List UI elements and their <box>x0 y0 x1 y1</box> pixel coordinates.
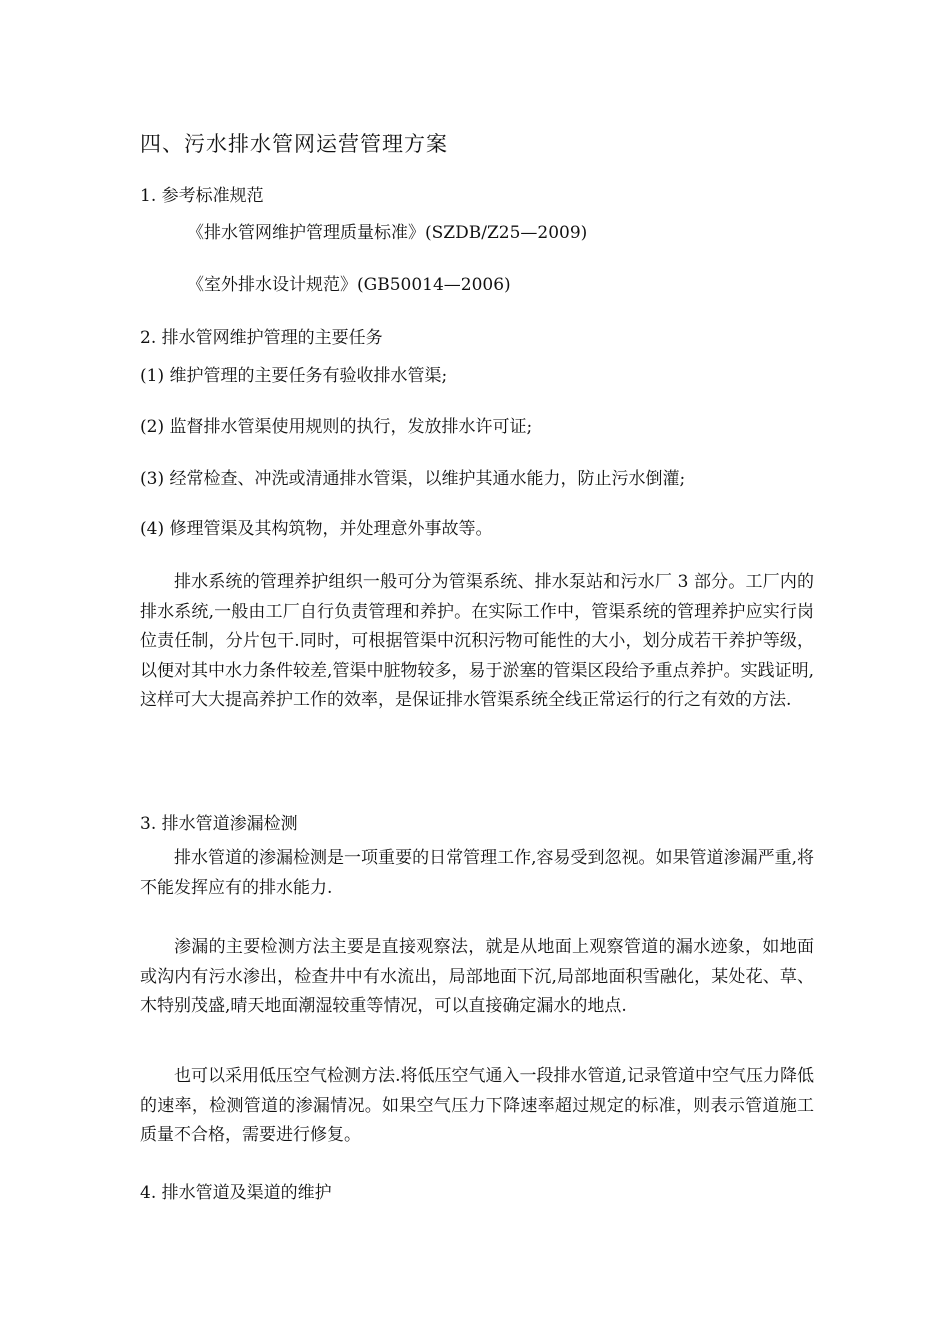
section-2-heading: 2. 排水管网维护管理的主要任务 <box>140 328 383 348</box>
section-1-heading: 1. 参考标准规范 <box>140 186 264 206</box>
leak-detection-paragraph-1: 排水管道的渗漏检测是一项重要的日常管理工作,容易受到忽视。如果管道渗漏严重,将不能发挥应有的排水能力. <box>140 848 814 898</box>
leak-detection-paragraph-2: 渗漏的主要检测方法主要是直接观察法，就是从地面上观察管道的漏水迹象，如地面或沟内有污水渗出，检查井中有水流出，局部地面下沉,局部地面积雪融化，某处花、草、木特别茂盛,晴天地面潮湿较重等情况，可以直接确定漏水的地点. <box>140 937 814 1016</box>
task-item-3: (3) 经常检查、冲洗或清通排水管渠，以维护其通水能力，防止污水倒灌; <box>140 469 686 489</box>
leak-detection-paragraph-3: 也可以采用低压空气检测方法.将低压空气通入一段排水管道,记录管道中空气压力降低的速率，检测管道的渗漏情况。如果空气压力下降速率超过规定的标准，则表示管道施工质量不合格，需要进行修复。 <box>140 1066 814 1145</box>
task-item-2: (2) 监督排水管渠使用规则的执行，发放排水许可证; <box>140 417 533 437</box>
task-item-4: (4) 修理管渠及其构筑物，并处理意外事故等。 <box>140 519 493 539</box>
task-item-1: (1) 维护管理的主要任务有验收排水管渠; <box>140 366 448 386</box>
section-3-heading: 3. 排水管道渗漏检测 <box>140 814 298 834</box>
section-4-heading: 4. 排水管道及渠道的维护 <box>140 1183 332 1203</box>
management-paragraph: 排水系统的管理养护组织一般可分为管渠系统、排水泵站和污水厂 3 部分。工厂内的排水系统,一般由工厂自行负责管理和养护。在实际工作中，管渠系统的管理养护应实行岗位责任制，分片包干.同时，可根据管渠中沉积污物可能性的大小，划分成若干养护等级，以便对其中水力条件较差,管渠中脏物较多，易于淤塞的管渠区段给予重点养护。实践证明,这样可大大提高养护工作的效率，是保证排水管渠系统全线正常运行的行之有效的方法. <box>140 572 814 710</box>
reference-1: 《排水管网维护管理质量标准》(SZDB/Z25—2009) <box>187 223 588 243</box>
reference-2: 《室外排水设计规范》(GB50014—2006) <box>187 275 511 295</box>
document-title: 四、污水排水管网运营管理方案 <box>140 132 448 156</box>
